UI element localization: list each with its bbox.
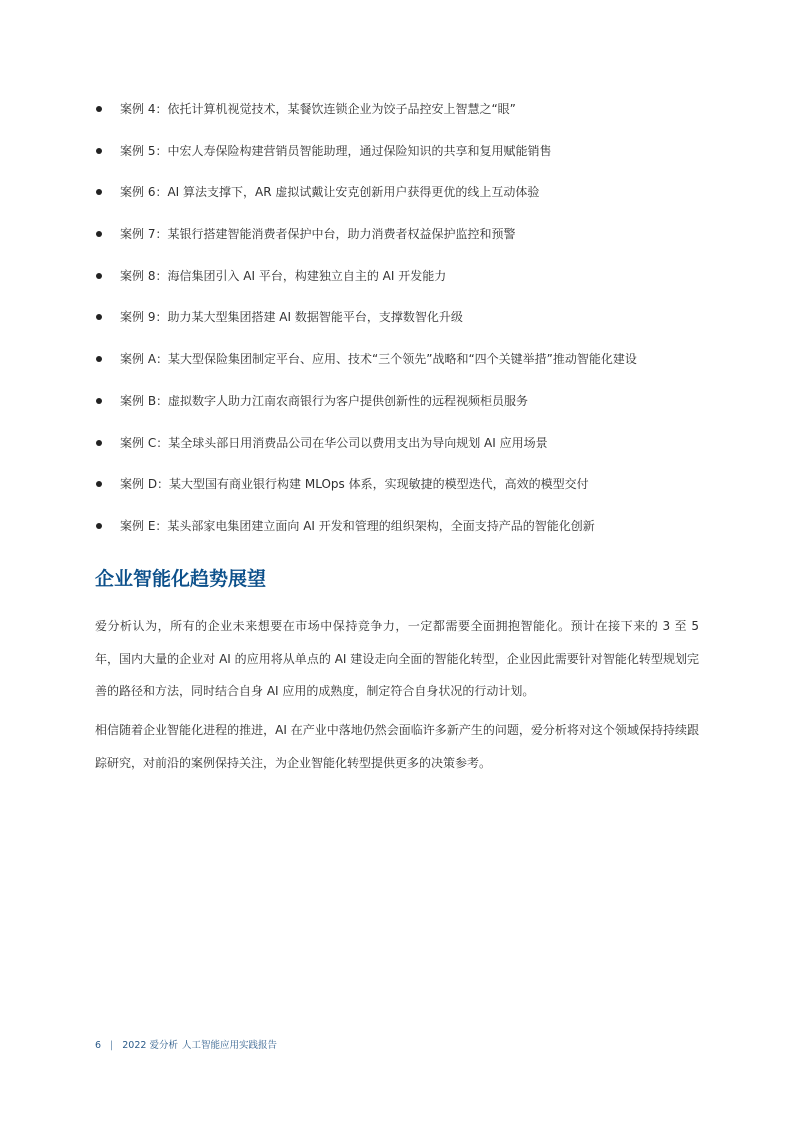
case-list-item	[92, 434, 732, 476]
bullet-icon	[96, 523, 102, 529]
case-list-item	[92, 475, 732, 517]
bullet-icon	[96, 148, 102, 154]
case-list-item	[92, 392, 732, 434]
case-title: 案例 7：某银行搭建智能消费者保护中台，助力消费者权益保护监控和预警	[120, 227, 516, 242]
bullet-icon	[96, 481, 102, 487]
case-title: 案例 9：助力某大型集团搭建 AI 数据智能平台，支撑数智化升级	[120, 310, 463, 325]
case-title: 案例 E：某头部家电集团建立面向 AI 开发和管理的组织架构，全面支持产品的智能化创新	[120, 518, 595, 533]
case-title: 案例 4：依托计算机视觉技术，某餐饮连锁企业为饺子品控安上智慧之“眼”	[120, 102, 516, 116]
bullet-icon	[96, 189, 102, 195]
case-title: 案例 B：虚拟数字人助力江南农商银行为客户提供创新性的远程视频柜员服务	[120, 393, 529, 408]
footer-separator: |	[110, 1040, 114, 1051]
case-list-item	[92, 225, 732, 267]
case-list-item	[92, 267, 732, 309]
bullet-icon	[96, 440, 102, 446]
bullet-icon	[96, 273, 102, 279]
case-list-item	[92, 100, 732, 142]
bullet-icon	[96, 106, 102, 112]
bullet-icon	[96, 314, 102, 320]
page-footer	[95, 1039, 277, 1053]
section-heading: 企业智能化趋势展望	[95, 568, 267, 590]
body-paragraph: 相信随着企业智能化进程的推进，AI 在产业中落地仍然会面临许多新产生的问题，爱分析将对这个领域保持持续跟踪研究，对前沿的案例保持关注，为企业智能化转型提供更多的决策参考。	[95, 723, 699, 770]
case-list	[92, 100, 732, 559]
case-title: 案例 8：海信集团引入 AI 平台，构建独立自主的 AI 开发能力	[120, 268, 447, 283]
case-title: 案例 D：某大型国有商业银行构建 MLOps 体系，实现敏捷的模型迭代，高效的模型交付	[120, 477, 589, 492]
bullet-icon	[96, 398, 102, 404]
case-list-item	[92, 183, 732, 225]
case-title: 案例 A：某大型保险集团制定平台、应用、技术“三个领先”战略和“四个关键举措”推动智能化建设	[120, 352, 637, 367]
footer-report-title: 人工智能应用实践报告	[181, 1040, 277, 1051]
case-title: 案例 5：中宏人寿保险构建营销员智能助理，通过保险知识的共享和复用赋能销售	[120, 143, 552, 158]
case-list-item	[92, 142, 732, 184]
body-paragraph: 爱分析认为，所有的企业未来想要在市场中保持竞争力，一定都需要全面拥抱智能化。预计在接下来的 3 至 5 年，国内大量的企业对 AI 的应用将从单点的 AI 建设走向全面的智能化转型，企业因此需要针对智能化转型规划完善的路径和方法，同时结合自身 AI 应用的成熟度，制定符合自身状况的行动计划。	[95, 619, 699, 698]
case-list-item	[92, 517, 732, 559]
bullet-icon	[96, 356, 102, 362]
case-title: 案例 6：AI 算法支撑下，AR 虚拟试戴让安克创新用户获得更优的线上互动体验	[120, 185, 540, 200]
bullet-icon	[96, 231, 102, 237]
case-list-item	[92, 350, 732, 392]
case-title: 案例 C：某全球头部日用消费品公司在华公司以费用支出为导向规划 AI 应用场景	[120, 435, 548, 450]
case-list-item	[92, 308, 732, 350]
footer-brand: 2022 爱分析	[122, 1040, 178, 1051]
page-number: 6	[95, 1040, 102, 1051]
